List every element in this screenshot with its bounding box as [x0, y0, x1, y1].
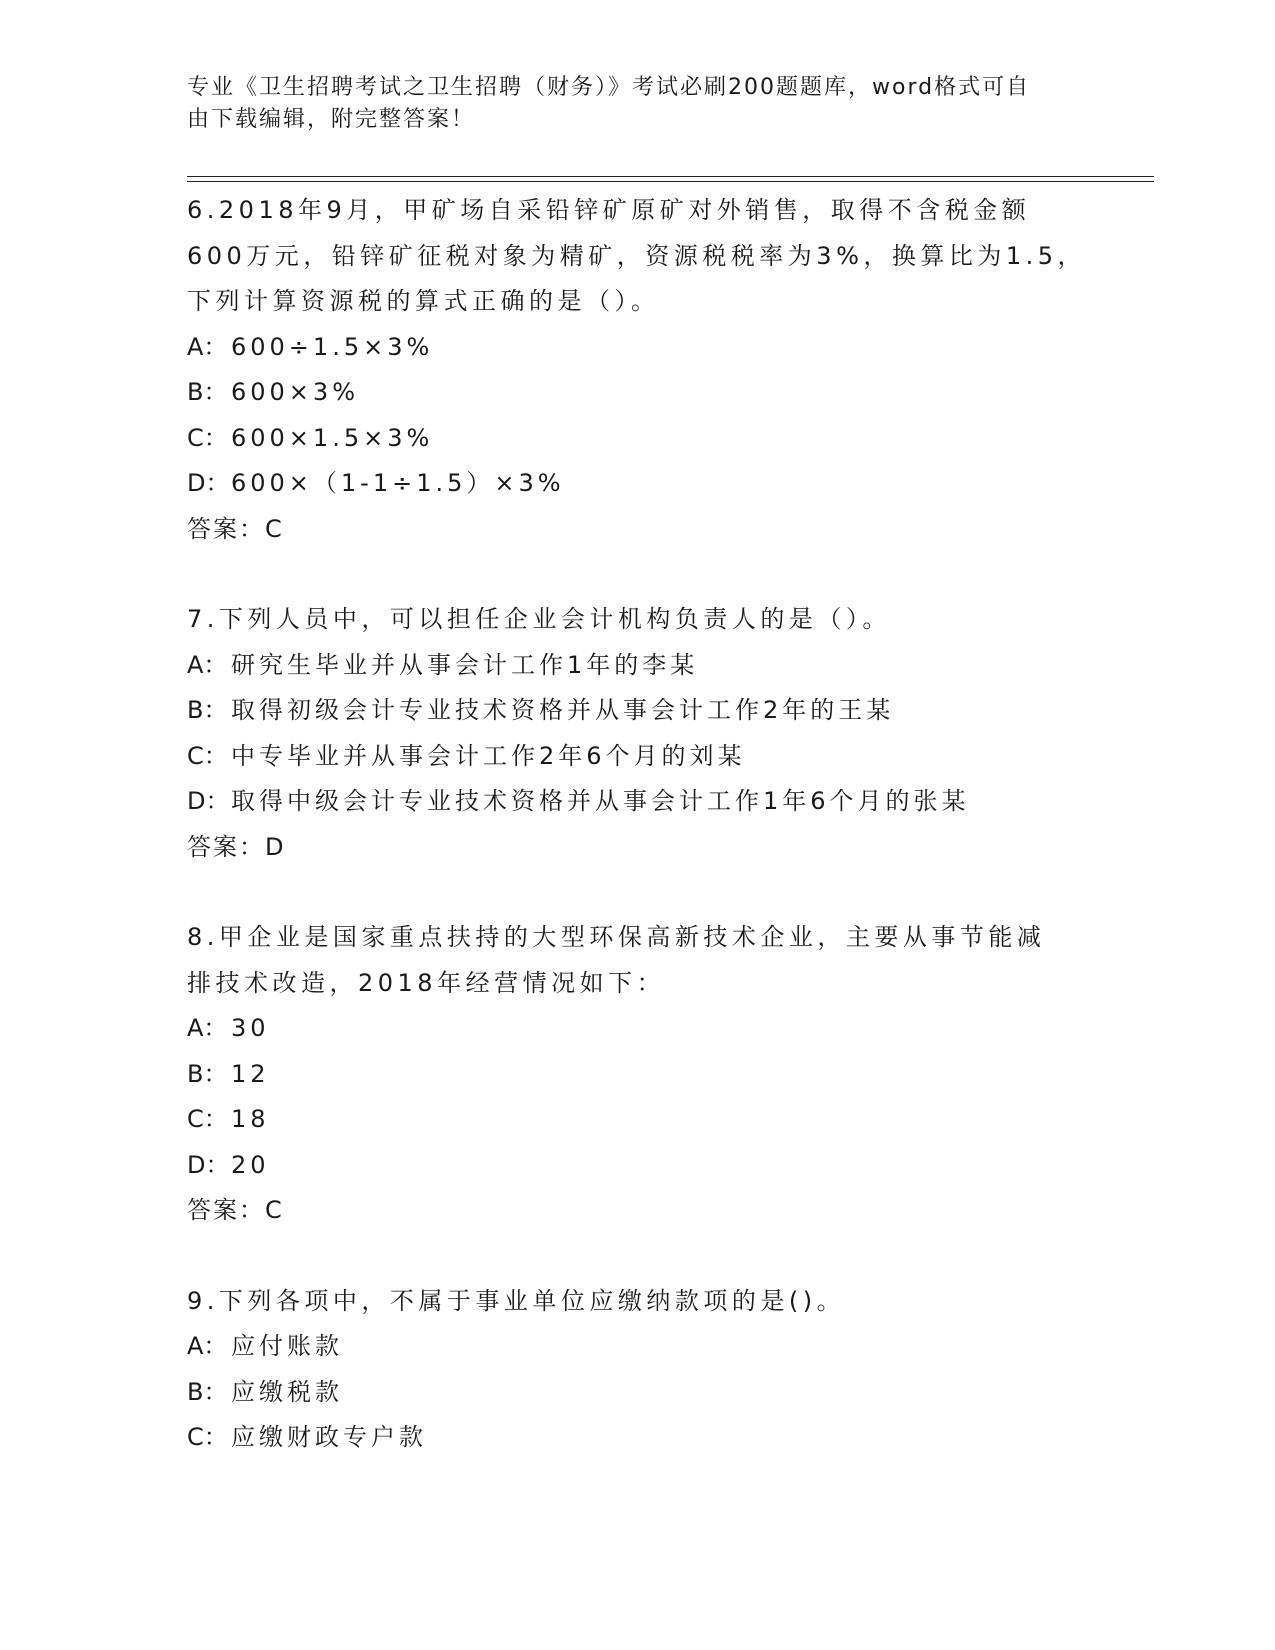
option-text: 中专毕业并从事会计工作2年6个月的刘某	[231, 741, 746, 770]
header-line-2: 由下载编辑，附完整答案！	[187, 107, 476, 132]
option-letter: D：	[187, 787, 230, 815]
question-block	[187, 188, 1087, 552]
question-list	[187, 188, 1087, 1506]
answer-option	[187, 688, 1087, 734]
option-letter: B：	[187, 696, 228, 724]
option-text: 600×3%	[231, 378, 359, 406]
answer-option	[187, 325, 1087, 371]
answer-option	[187, 1143, 1087, 1189]
option-letter: B：	[187, 1059, 228, 1088]
option-letter: C：	[187, 1423, 228, 1451]
document-header	[187, 72, 1067, 136]
option-text: 600×1.5×3%	[231, 423, 434, 452]
option-text: 应缴税款	[231, 1377, 343, 1406]
question-stem-line: 9.下列各项中，不属于事业单位应缴纳款项的是()。	[187, 1286, 846, 1315]
header-divider-bottom	[187, 181, 1154, 182]
question-stem-line: 6.2018年9月，甲矿场自采铅锌矿原矿对外销售，取得不含税金额	[187, 196, 1031, 224]
option-text: 研究生毕业并从事会计工作1年的李某	[231, 650, 699, 679]
question-stem-line: 8.甲企业是国家重点扶持的大型环保高新技术企业，主要从事节能减	[187, 923, 1046, 951]
question-stem-line: 下列计算资源税的算式正确的是（）。	[187, 287, 660, 315]
answer-option	[187, 370, 1087, 416]
answer-option	[187, 1324, 1087, 1370]
answer-option	[187, 1097, 1087, 1143]
option-letter: C：	[187, 1105, 228, 1133]
header-line-1: 专业《卫生招聘考试之卫生招聘（财务）》考试必刷200题题库，word格式可自	[187, 75, 1031, 100]
option-text: 18	[231, 1105, 270, 1133]
option-letter: A：	[187, 1014, 228, 1042]
question-block	[187, 597, 1087, 870]
option-text: 600÷1.5×3%	[231, 332, 434, 361]
option-text: 12	[231, 1059, 270, 1088]
answer-option	[187, 1006, 1087, 1052]
option-letter: D：	[187, 1150, 230, 1179]
answer-option	[187, 1370, 1087, 1416]
option-letter: A：	[187, 650, 228, 679]
option-text: 20	[231, 1150, 270, 1179]
option-letter: B：	[187, 378, 228, 406]
option-text: 600×（1-1÷1.5）×3%	[231, 469, 565, 497]
question-stem-line: 7.下列人员中，可以担任企业会计机构负责人的是（）。	[187, 605, 891, 633]
answer-key: 答案：C	[187, 1196, 284, 1224]
answer-option	[187, 1415, 1087, 1461]
option-letter: C：	[187, 423, 228, 452]
answer-key: 答案：D	[187, 832, 286, 861]
option-letter: D：	[187, 469, 230, 497]
question-stem-line: 排技术改造，2018年经营情况如下：	[187, 968, 666, 997]
question-block	[187, 915, 1087, 1234]
option-text: 取得中级会计专业技术资格并从事会计工作1年6个月的张某	[231, 787, 970, 815]
answer-option	[187, 779, 1087, 825]
option-letter: B：	[187, 1377, 228, 1406]
option-text: 应付账款	[231, 1332, 343, 1360]
option-letter: A：	[187, 1332, 228, 1360]
answer-option	[187, 643, 1087, 689]
option-text: 应缴财政专户款	[231, 1423, 427, 1451]
question-stem-line: 600万元，铅锌矿征税对象为精矿，资源税税率为3%，换算比为1.5，	[187, 241, 1087, 270]
option-letter: C：	[187, 741, 228, 770]
option-text: 取得初级会计专业技术资格并从事会计工作2年的王某	[231, 696, 895, 724]
answer-key: 答案：C	[187, 514, 284, 543]
question-block	[187, 1279, 1087, 1461]
header-divider-top	[187, 176, 1154, 177]
option-text: 30	[231, 1014, 270, 1042]
option-letter: A：	[187, 332, 228, 361]
answer-option	[187, 416, 1087, 462]
answer-option	[187, 461, 1087, 507]
answer-option	[187, 734, 1087, 780]
answer-option	[187, 1052, 1087, 1098]
